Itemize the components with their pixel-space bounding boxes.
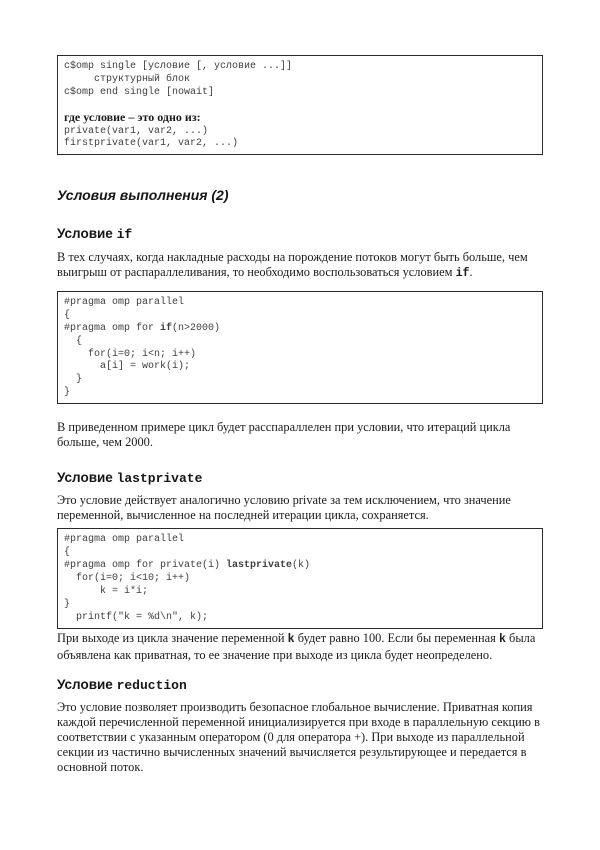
text-segment: if (116, 227, 133, 243)
code-segment: { (64, 547, 71, 559)
code-line (64, 585, 536, 598)
text-segment: reduction (116, 678, 187, 694)
text-segment: В приведенном примере цикл будет расспараллелен при условии, что итераций цикла больше, чем 2000. (57, 420, 511, 449)
paragraph-if-note (57, 420, 543, 450)
text-segment: lastprivate (116, 470, 203, 486)
code-segment: #pragma omp for private(i) (64, 560, 227, 572)
text-segment: Это условие действует аналогично условию private за тем исключением, что значение переменной, вычисленное на последней итерации цикла, сохраняется. (57, 492, 511, 522)
code-line (64, 373, 536, 386)
code-segment: k = i*i; (64, 586, 149, 597)
code-segment: } (64, 387, 71, 399)
code-block-if-example (57, 291, 543, 404)
paragraph-lastprivate-note (57, 631, 543, 663)
code-line (64, 137, 536, 150)
code-line (64, 125, 536, 138)
code-block-single-directive (57, 55, 543, 155)
code-line (64, 60, 536, 73)
code-line (64, 598, 536, 611)
code-line (64, 546, 536, 559)
text-segment: k (287, 632, 295, 646)
text-segment: Условие (57, 677, 117, 693)
text-segment: if (455, 267, 470, 281)
code-segment: #pragma omp parallel (64, 296, 185, 308)
text-segment: При выходе из цикла значение переменной (57, 630, 288, 645)
paragraph-if-intro (57, 250, 543, 282)
code-segment: lastprivate (226, 560, 293, 572)
code-segment: (k) (292, 560, 311, 572)
code-segment: #pragma omp parallel (64, 534, 185, 546)
section-heading-lastprivate (57, 470, 543, 486)
text-segment: . (469, 265, 473, 280)
code-line (64, 360, 536, 373)
text-segment: была объявлена как приватная, то ее значение при выходе из цикла будет неопределено. (57, 630, 536, 662)
code-line (64, 86, 536, 99)
code-segment: private(var1, var2, ...) (64, 125, 209, 137)
code-segment: printf("k = %d\n", k); (64, 611, 209, 623)
code-line (64, 386, 536, 399)
text-segment: k (498, 632, 506, 646)
text-segment: Условие (57, 469, 117, 485)
section-heading-reduction (57, 677, 543, 693)
code-segment: firstprivate(var1, var2, ...) (64, 138, 239, 150)
section-heading-if (57, 226, 543, 242)
paragraph-lastprivate-intro (57, 493, 543, 523)
code-segment: c$omp single [условие [, условие ...]] (64, 61, 293, 72)
code-line (64, 559, 536, 572)
code-segment: for(i=0; i<n; i++) (64, 348, 197, 360)
text-segment: В тех случаях, когда накладные расходы на порождение потоков могут быть больше, чем выигрыш от распараллеливания, то необходимо воспользоваться условием (57, 250, 528, 280)
code-line (64, 611, 536, 624)
code-segment: for(i=0; i<10; i++) (64, 573, 191, 585)
code-segment: (n>2000) (172, 322, 221, 334)
code-segment: #pragma omp for (64, 322, 161, 334)
text-segment: Условие (57, 226, 117, 242)
code-segment: } (64, 374, 83, 386)
code-segment: c$omp end single [nowait] (64, 86, 215, 98)
code-line (64, 296, 536, 309)
code-segment: { (64, 335, 83, 347)
code-line (64, 348, 536, 361)
paragraph-reduction-intro (57, 700, 543, 774)
code-segment: структурный блок (64, 73, 191, 85)
code-segment: } (64, 598, 71, 610)
code-line (64, 73, 536, 86)
code-line (64, 572, 536, 585)
code-block-lastprivate-example (57, 528, 543, 628)
code-line (64, 533, 536, 546)
code-line (64, 309, 536, 322)
code-segment: { (64, 309, 71, 321)
code-segment: if (160, 322, 173, 334)
code-segment: a[i] = work(i); (64, 361, 191, 373)
text-segment: Условия выполнения (2) (57, 187, 229, 204)
text-segment: Это условие позволяет производить безопасное глобальное вычисление. Приватная копия каждой перечисленной переменной инициализируется при входе в параллельную секцию в соответствии с указанным оператором (0 для оператора +). При выходе из параллельной секции из частично вычисленных значений вычисляется результирующее и передается в основной поток. (57, 700, 541, 774)
code-line (64, 109, 536, 125)
code-line (64, 322, 536, 335)
text-segment: будет равно 100. Если бы переменная (294, 630, 499, 645)
page-title (57, 187, 543, 205)
code-segment: где условие – это одно из: (64, 109, 201, 124)
code-line (64, 335, 536, 348)
